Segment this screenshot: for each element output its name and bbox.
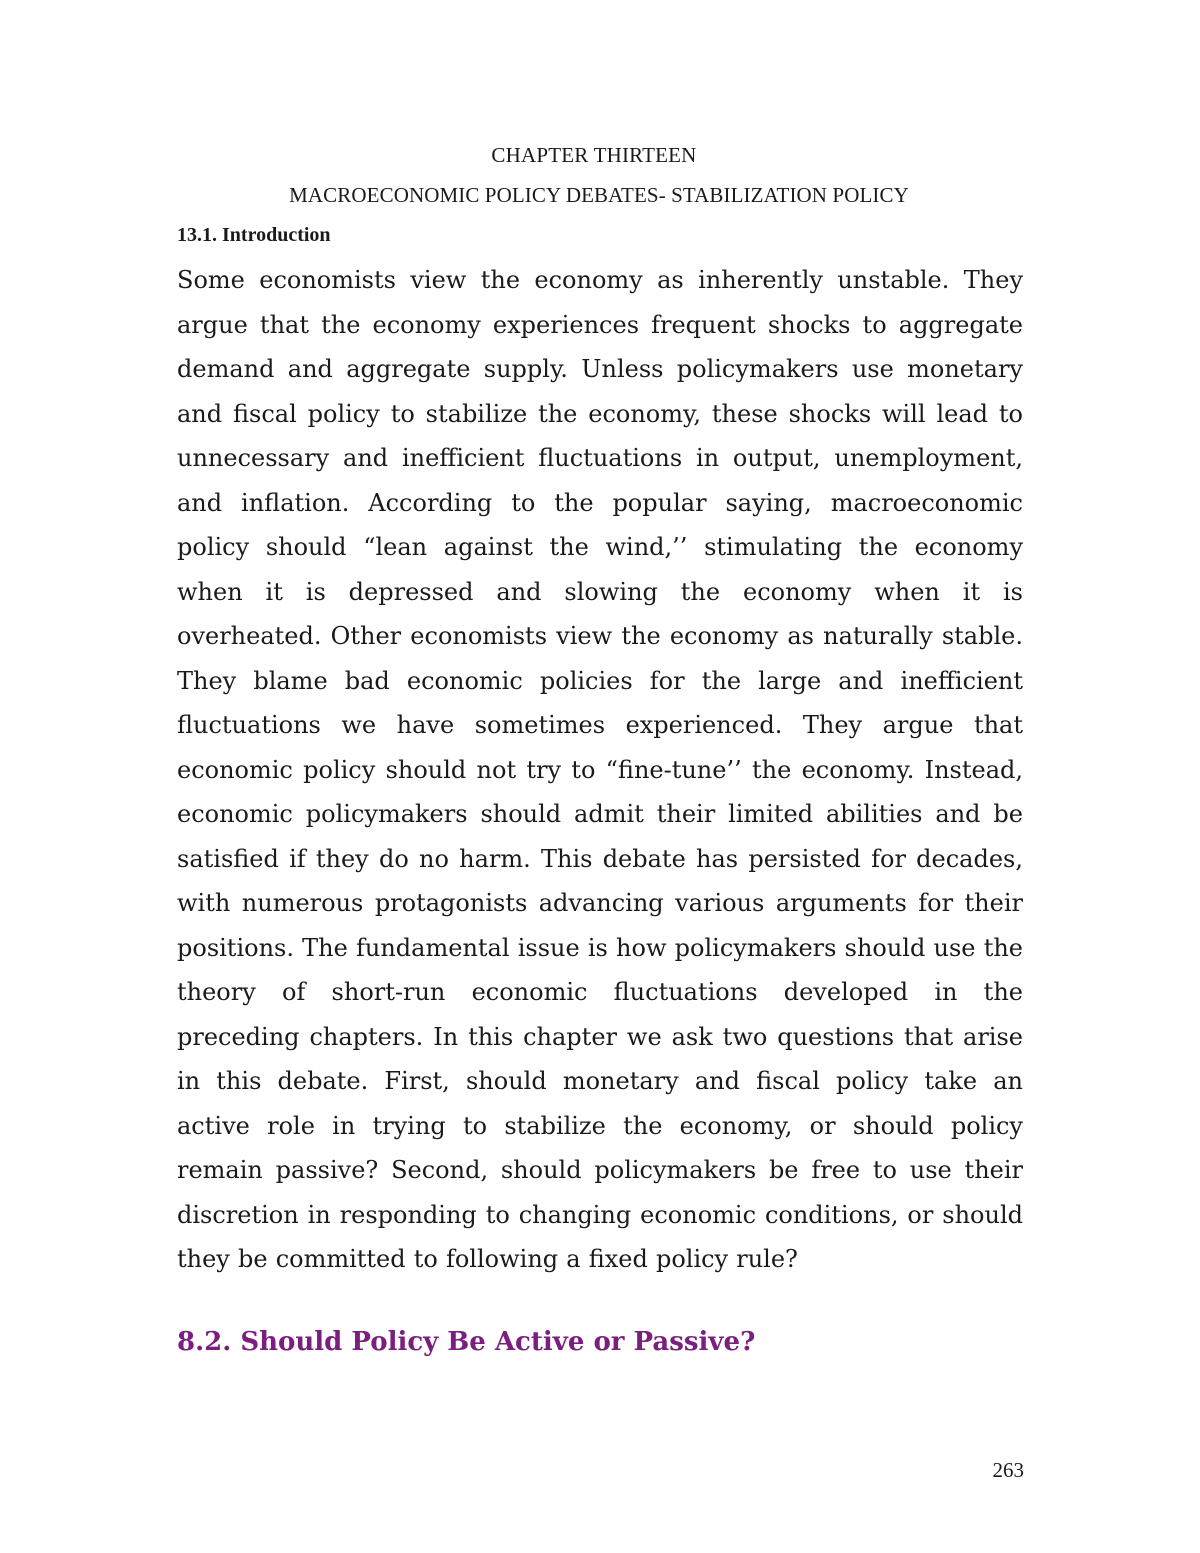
section-heading: 13.1. Introduction [177,224,331,246]
body-paragraph: Some economists view the economy as inherently unstable. They argue that the economy experiences frequent shocks to aggregate demand and aggregate supply. Unless policymakers use monetary and fiscal policy to stabilize the economy, these shocks will lead to unnecessary and inefficient fluctuations in output, unemployment, and inflation. According to the popular saying, macroeconomic policy should “lean against the wind,’’ stimulating the economy when it is depressed and slowing the economy when it is overheated. Other economists view the economy as naturally stable. They blame bad economic policies for the large and inefficient fluctuations we have sometimes experienced. They argue that economic policy should not try to “fine-tune’’ the economy. Instead, economic policymakers should admit their limited abilities and be satisfied if they do no harm. This debate has persisted for decades, with numerous protagonists advancing various arguments for their positions. The fundamental issue is how policymakers should use the theory of short-run economic fluctuations developed in the preceding chapters. In this chapter we ask two questions that arise in this debate. First, should monetary and fiscal policy take an active role in trying to stabilize the economy, or should policy remain passive? Second, should policymakers be free to use their discretion in responding to changing economic conditions, or should they be committed to following a fixed policy rule? [177,266,1023,1273]
chapter-label: CHAPTER THIRTEEN [491,143,697,167]
subsection-heading: 8.2. Should Policy Be Active or Passive? [177,1327,756,1357]
page-number: 263 [992,1458,1024,1482]
chapter-title: MACROECONOMIC POLICY DEBATES- STABILIZATION POLICY [289,183,909,207]
